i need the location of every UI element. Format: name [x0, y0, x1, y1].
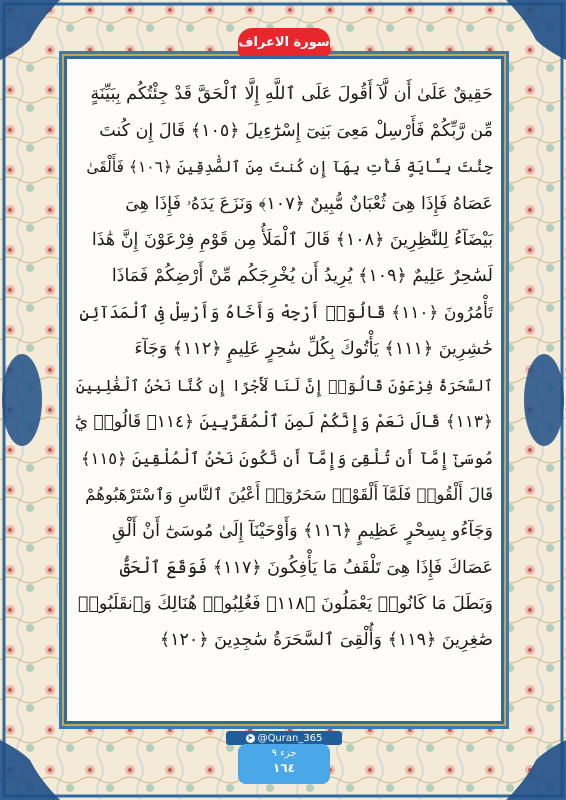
- verse-page: [64, 56, 504, 724]
- channel-handle-text: @Quran_365: [257, 732, 323, 744]
- verse-line: وَبَطَلَ مَا كَانُوا۟ يَعْمَلُونَ ﴿١١٨﴾ فَغُلِبُوا۟ هُنَالِكَ وَٱنقَلَبُوا۟: [77, 593, 493, 614]
- verse-line: مُوسَىٰٓ إِمَّآ أَن تُلْقِىَ وَإِمَّآ أَن نَّكُونَ نَحْنُ ٱلْمُلْقِينَ ﴿١١٥﴾: [80, 448, 493, 468]
- verse-line: قَالَ أَلْقُوا۟ فَلَمَّآ أَلْقَوْا۟ سَحَرُوٓا۟ أَعْيُنَ ٱلنَّاسِ وَٱسْتَرْهَبُوهُمْ: [85, 485, 493, 505]
- verse-line: مِّن رَّبِّكُمْ فَأَرْسِلْ مَعِىَ بَنِىٓ إِسْرَٰٓءِيلَ ﴿١٠٥﴾ قَالَ إِن كُنتَ: [99, 120, 493, 141]
- verse-line: عَصَاهُ فَإِذَا هِىَ ثُعْبَانٌ مُّبِينٌ ﴿١٠٧﴾ وَنَزَعَ يَدَهُۥ فَإِذَا هِىَ: [125, 193, 493, 214]
- juz-label: جزء ٩: [271, 748, 297, 759]
- verse-line: وَجَآءُو بِسِحْرٍ عَظِيمٍ ﴿١١٦﴾ وَأَوْحَيْنَآ إِلَىٰ مُوسَىٰٓ أَنْ أَلْقِ: [111, 521, 493, 542]
- verse-line: حَٰشِرِينَ ﴿١١١﴾ يَأْتُوكَ بِكُلِّ سَٰحِرٍ عَلِيمٍ ﴿١١٢﴾ وَجَآءَ: [134, 339, 493, 360]
- verse-line: لَسَٰحِرٌ عَلِيمٌ ﴿١٠٩﴾ يُرِيدُ أَن يُخْرِجَكُم مِّنْ أَرْضِكُمْ فَمَاذَا: [111, 266, 493, 287]
- surah-title-badge: سورة الاعراف: [238, 28, 330, 56]
- page-footer: [238, 744, 330, 784]
- verse-line: تَأْمُرُونَ ﴿١١٠﴾ قَالُوٓا۟ أَرْجِهْ وَأَخَاهُ وَأَرْسِلْ فِى ٱلْمَدَآئِنِ: [79, 303, 493, 324]
- verse-line: عَصَاكَ فَإِذَا هِىَ تَلْقَفُ مَا يَأْفِكُونَ ﴿١١٧﴾ فَوَقَعَ ٱلْحَقُّ: [119, 557, 493, 578]
- page-number: ١٦٤: [273, 761, 295, 775]
- verse-text: [75, 77, 493, 703]
- verse-line: ﴿١١٣﴾ قَالَ نَعَمْ وَإِنَّكُمْ لَمِنَ ٱلْمُقَرَّبِينَ ﴿١١٤﴾ قَالُوا۟ يَٰ: [74, 412, 493, 433]
- verse-line: حَقِيقٌ عَلَىٰ أَن لَّآ أَقُولَ عَلَى ٱللَّهِ إِلَّا ٱلْحَقَّ قَدْ جِئْتُكُم بِبَيِّنَةٍ: [90, 84, 493, 105]
- channel-handle[interactable]: [226, 731, 342, 745]
- verse-line: جِئْتَ بِـَٔايَةٍ فَأْتِ بِهَآ إِن كُنتَ مِنَ ٱلصَّٰدِقِينَ ﴿١٠٦﴾ فَأَلْقَىٰ: [86, 158, 493, 177]
- verse-line: بَيْضَآءُ لِلنَّٰظِرِينَ ﴿١٠٨﴾ قَالَ ٱلْمَلَأُ مِن قَوْمِ فِرْعَوْنَ إِنَّ هَٰذَا: [91, 230, 493, 250]
- verse-line: صَٰغِرِينَ ﴿١١٩﴾ وَأُلْقِىَ ٱلسَّحَرَةُ سَٰجِدِينَ ﴿١٢٠﴾: [159, 630, 493, 651]
- verse-line: ٱلسَّحَرَةُ فِرْعَوْنَ قَالُوٓا۟ إِنَّ لَنَا لَأَجْرًا إِن كُنَّا نَحْنُ ٱلْغَٰلِبِينَ: [75, 376, 493, 395]
- telegram-icon: ➤: [247, 733, 253, 742]
